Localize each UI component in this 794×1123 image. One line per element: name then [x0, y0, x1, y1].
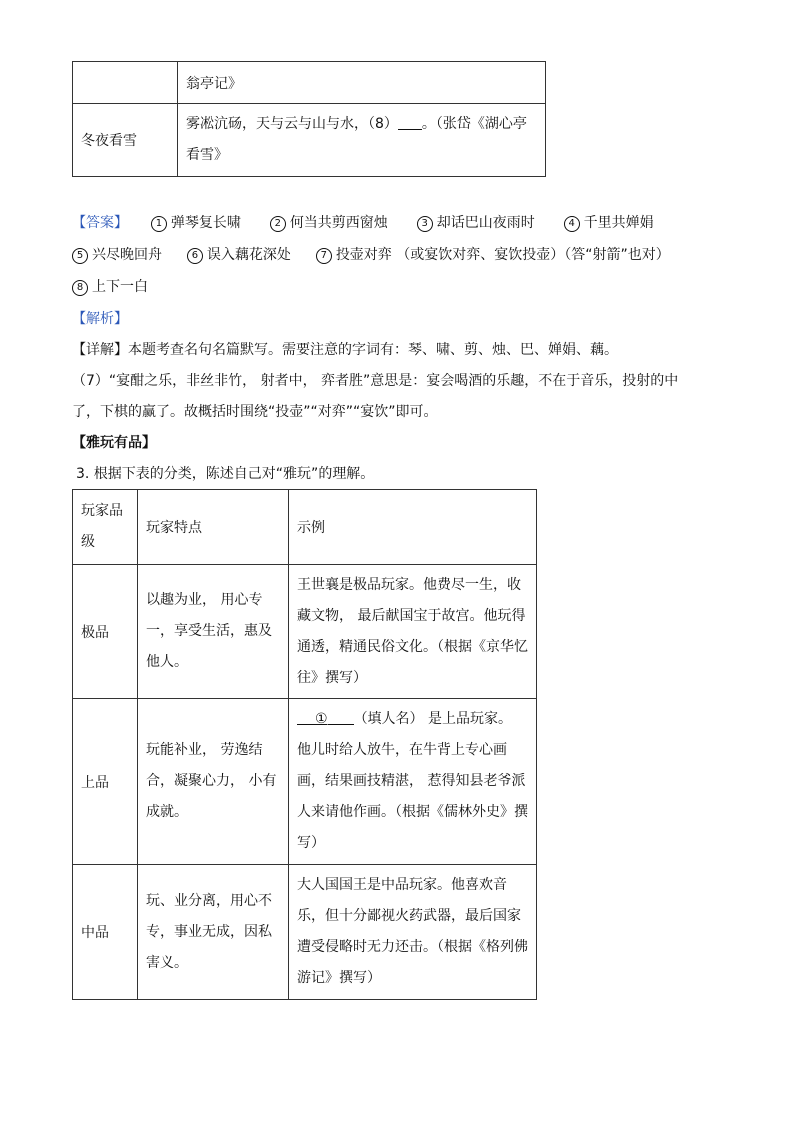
answer-line-3: 8 上下一白: [72, 277, 148, 297]
level-cell: 上品: [73, 699, 138, 865]
analysis-line-2: （7）“宴酣之乐，非丝非竹， 射者中， 弈者胜”意思是：宴会喝酒的乐趣，不在于音乐，投射的中: [72, 373, 679, 389]
poem-table-cell: [73, 104, 178, 177]
example-cell: 大人国国王是中品玩家。他喜欢音 乐，但十分鄙视火药武器，最后国家 遭受侵略时无力还击。（根据《格列佛 游记》撰写）: [289, 865, 537, 1000]
table-header-cell: 玩家品 级: [73, 490, 138, 565]
table-header-row: [73, 490, 537, 565]
circled-number: 6: [187, 248, 203, 264]
example-cell: ① （填人名） 是上品玩家。 他儿时给人放牛，在牛背上专心画 画，结果画技精湛， 惹得知县老爷派 人来请他作画。（根据《儒林外史》撰 写）: [289, 699, 537, 865]
example-cell: 王世襄是极品玩家。他费尽一生，收 藏文物， 最后献国宝于故宫。他玩得 通透，精通民俗文化。（根据《京华忆 往》撰写）: [289, 565, 537, 699]
cell-text: 翁亭记》: [186, 75, 242, 92]
circled-number: 3: [417, 216, 433, 232]
cell-line: 雾凇沆砀，天与云与山与水，（8） 。（张岱《湖心亭: [186, 116, 527, 132]
table-header-cell: 示例: [289, 490, 537, 565]
player-grade-table: [72, 489, 537, 1000]
table-row: [73, 699, 537, 865]
poem-table-cell: [178, 62, 546, 104]
answer-line-1: 【答案】 1 弹琴复长啸 2 何当共剪西窗烛 3 却话巴山夜雨时 4 千里共婵娟: [72, 215, 654, 231]
circled-number: 5: [72, 248, 88, 264]
question-text: 3. 根据下表的分类，陈述自己对“雅玩”的理解。: [76, 466, 375, 482]
fill-blank: [398, 117, 422, 130]
answer-label: 【答案】: [72, 215, 128, 231]
level-cell: 极品: [73, 565, 138, 699]
level-cell: 中品: [73, 865, 138, 1000]
table-header-cell: 玩家特点: [138, 490, 289, 565]
circled-number: 7: [316, 248, 332, 264]
poem-table: [72, 61, 546, 177]
circled-number: 2: [270, 216, 286, 232]
circled-number: 4: [564, 216, 580, 232]
traits-cell: 玩、业分离，用心不 专，事业无成，因私 害义。: [138, 865, 289, 1000]
section-title: 【雅玩有品】: [72, 435, 156, 451]
analysis-line-3: 了，下棋的赢了。故概括时围绕“投壶”“对弈”“宴饮”即可。: [72, 404, 438, 420]
traits-cell: 玩能补业， 劳逸结 合，凝聚心力， 小有 成就。: [138, 699, 289, 865]
cell-line: 看雪》: [186, 147, 228, 163]
analysis-detail: 【详解】本题考查名句名篇默写。需要注意的字词有：琴、啸、剪、烛、巴、婵娟、藕。: [72, 342, 618, 358]
poem-table-cell: [178, 104, 546, 177]
answer-line-2: 5 兴尽晚回舟 6 误入藕花深处 7 投壶对弈 （或宴饮对弈、宴饮投壶）（答“射箭”也对）: [72, 245, 670, 265]
circled-number: 8: [72, 280, 88, 296]
fill-blank: [297, 712, 315, 725]
table-row: [73, 565, 537, 699]
cell-text: 冬夜看雪: [81, 133, 137, 149]
poem-table-cell-empty: [73, 62, 178, 104]
traits-cell: 以趣为业， 用心专 一，享受生活，惠及 他人。: [138, 565, 289, 699]
analysis-label: 【解析】: [72, 311, 128, 327]
table-row: [73, 865, 537, 1000]
fill-blank: [328, 712, 354, 725]
circled-number: 1: [151, 216, 167, 232]
